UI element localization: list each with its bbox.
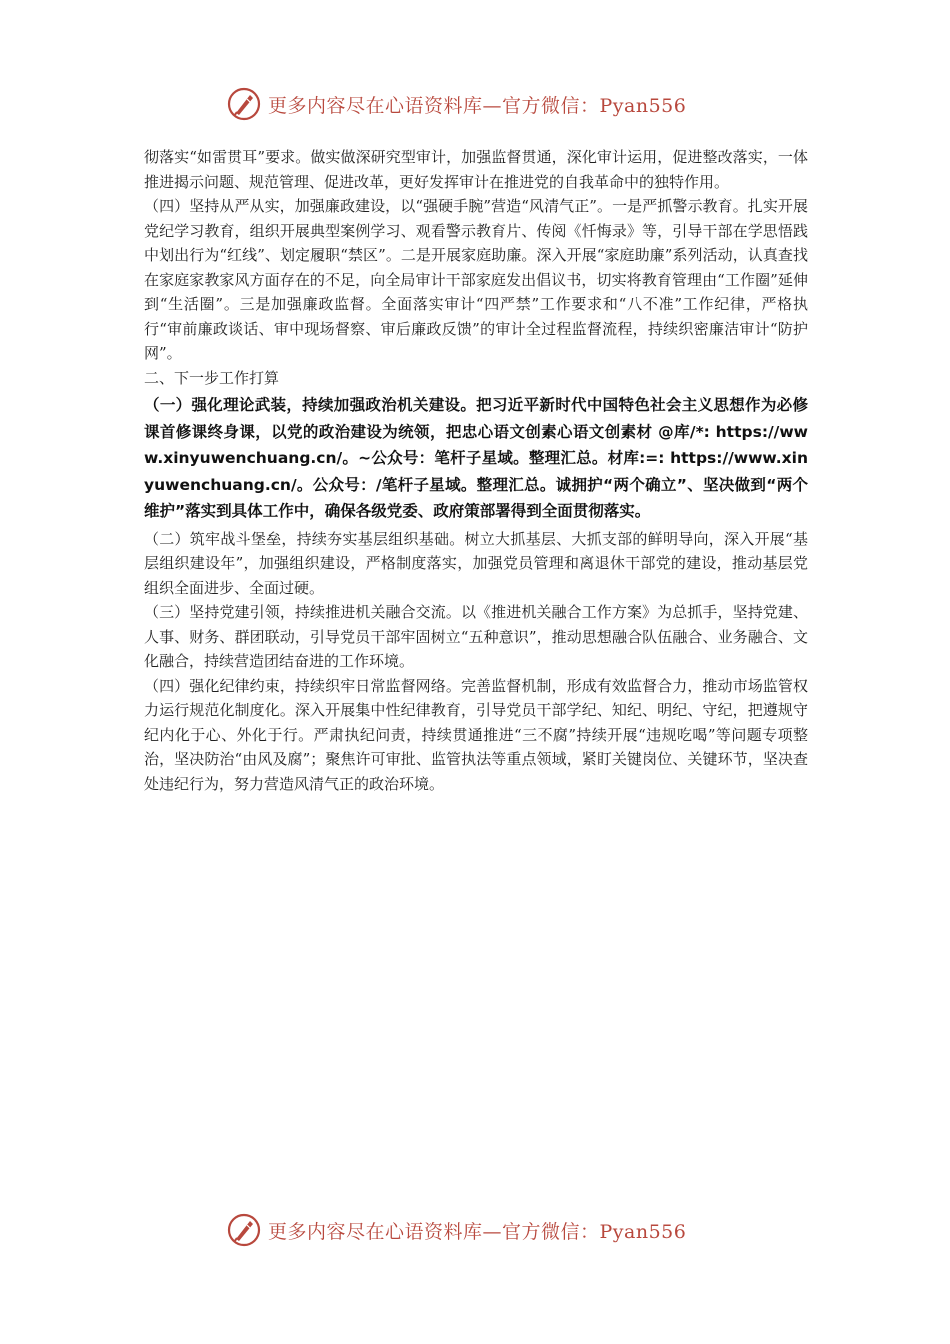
paragraph-grassroots-organization: （二）筑牢战斗堡垒，持续夯实基层组织基础。树立大抓基层、大抓支部的鲜明导向，深入开展“基层组织建设年”，加强组织建设，严格制度落实，加强党员管理和离退休干部党的建设，推动基层党组织全面进步、全面过硬。: [144, 529, 808, 597]
footer-banner-text: 更多内容尽在心语资料库—官方微信：Pyan556: [268, 1220, 687, 1243]
paragraph-theory-armament: （一）强化理论武装，持续加强政治机关建设。把习近平新时代中国特色社会主义思想作为必修课首修课终身课，以党的政治建设为统领，把忠心语文创素心语文创素材 @库/*: https://www.xinyuwenchuang.cn/。~公众号：笔杆子星域。整理汇总。材库:=: https://www.xinyuwenchuang.cn/。公众号：/笔杆子星域。整理汇总。诚拥护“两个确立”、坚决做到“两个维护”落实到具体工作中，确保各级党委、政府策部署得到全面贯彻落实。: [144, 396, 808, 520]
quill-logo-icon: [226, 1212, 262, 1248]
document-body: [144, 145, 808, 796]
paragraph-audit-continuation: 彻落实“如雷贯耳”要求。做实做深研究型审计，加强监督贯通，深化审计运用，促进整改落实，一体推进揭示问题、规范管理、促进改革，更好发挥审计在推进党的自我革命中的独特作用。: [144, 148, 808, 191]
quill-logo-icon: [226, 86, 262, 122]
paragraph-integrity-building: （四）坚持从严从实，加强廉政建设，以“强硬手腕”营造“风清气正”。一是严抓警示教育。扎实开展党纪学习教育，组织开展典型案例学习、观看警示教育片、传阅《忏悔录》等，引导干部在学思悟践中划出行为“红线”、划定履职“禁区”。二是开展家庭助廉。深入开展“家庭助廉”系列活动，认真查找在家庭家教家风方面存在的不足，向全局审计干部家庭发出倡议书，切实将教育管理由“工作圈”延伸到“生活圈”。三是加强廉政监督。全面落实审计“四严禁”工作要求和“八不准”工作纪律，严格执行“审前廉政谈话、审中现场督察、审后廉政反馈”的审计全过程监督流程，持续织密廉洁审计“防护网”。: [144, 197, 808, 362]
footer-banner: [226, 1210, 686, 1250]
paragraph-discipline-supervision: （四）强化纪律约束，持续织牢日常监督网络。完善监督机制，形成有效监督合力，推动市场监管权力运行规范化制度化。深入开展集中性纪律教育，引导党员干部学纪、知纪、明纪、守纪，把遵规守纪内化于心、外化于行。严肃执纪问责，持续贯通推进“三不腐”持续开展“违规吃喝”等问题专项整治，坚决防治“由风及腐”；聚焦许可审批、监管执法等重点领域，紧盯关键岗位、关键环节，坚决查处违纪行为，努力营造风清气正的政治环境。: [144, 676, 808, 793]
header-banner: [226, 84, 686, 124]
paragraph-party-building-integration: （三）坚持党建引领，持续推进机关融合交流。以《推进机关融合工作方案》为总抓手，坚持党建、人事、财务、群团联动，引导党员干部牢固树立“五种意识”，推动思想融合队伍融合、业务融合、文化融合，持续营造团结奋进的工作环境。: [144, 603, 808, 670]
section-heading-next-steps: 二、下一步工作打算: [144, 368, 280, 387]
header-banner-text: 更多内容尽在心语资料库—官方微信：Pyan556: [268, 94, 687, 117]
